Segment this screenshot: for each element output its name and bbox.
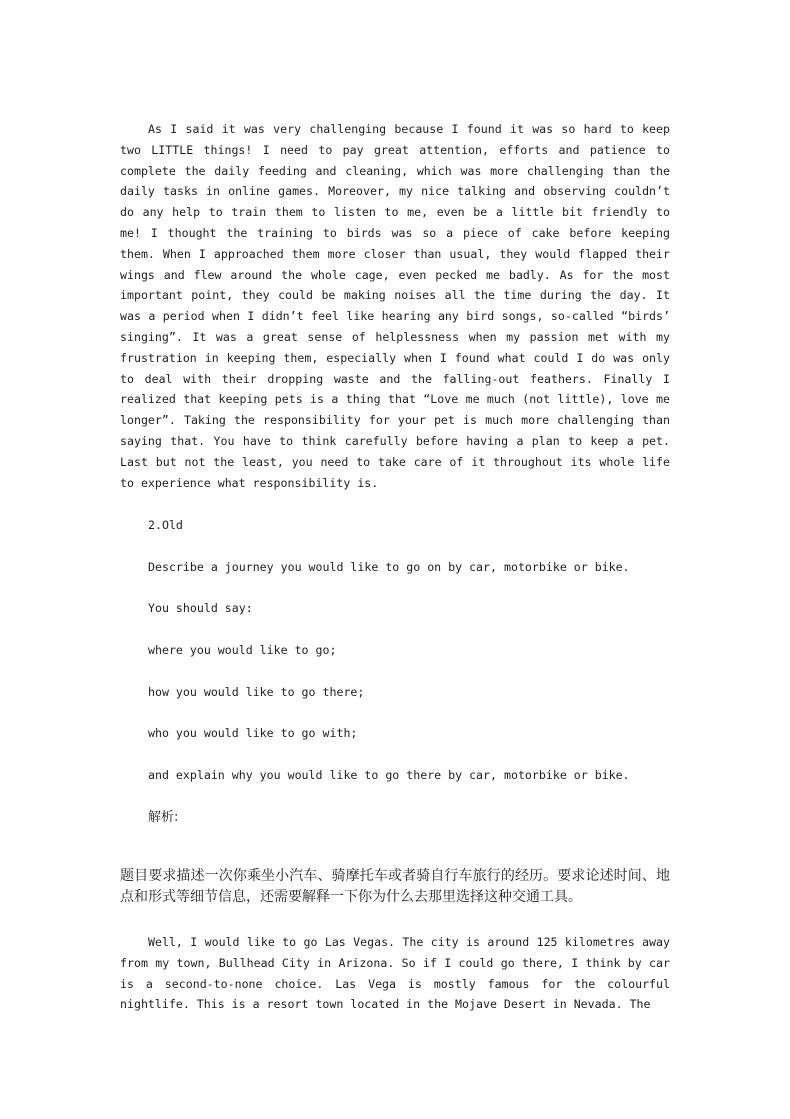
you-should-say-label: You should say: <box>148 601 253 615</box>
answer-paragraph <box>120 119 670 493</box>
analysis-label: 解析: <box>148 810 179 825</box>
question-prompt: Describe a journey you would like to go on by car, motorbike or bike. <box>148 560 630 574</box>
sample-answer-paragraph <box>120 932 670 1015</box>
analysis-text: 题目要求描述一次你乘坐小汽车、骑摩托车或者骑自行车旅行的经历。要求论述时间、地点和形式等细节信息，还需要解释一下你为什么去那里选择这种交通工具。 <box>120 868 670 905</box>
cue-item: and explain why you would like to go there by car, motorbike or bike. <box>148 768 630 782</box>
paragraph-text: Well, I would like to go Las Vegas. The city is around 125 kilometres away from my town, Bullhead City in Arizona. So if I could go there, I think by car is a second-to-none choice. Las Vega is mostly famous for the colourful nightlife. This is a resort town located in the Mojave Desert in Nevada. The <box>120 935 670 1012</box>
cue-item: who you would like to go with; <box>148 726 358 740</box>
section-heading: 2.Old <box>148 518 183 532</box>
paragraph-text: As I said it was very challenging because I found it was so hard to keep two LITTLE things! I need to pay great attention, efforts and patience to complete the daily feeding and cleaning, which was more challenging than the daily tasks in online games. Moreover, my nice talking and observing couldn’t do any help to train them to listen to me, even be a little bit friendly to me! I thought the training to birds was so a piece of cake before keeping them. When I approached them more closer than usual, they would flapped their wings and flew around the whole cage, even pecked me badly. As for the most important point, they could be making noises all the time during the day. It was a period when I didn’t feel like hearing any bird songs, so-called “birds’ singing”. It was a great sense of helplessness when my passion met with my frustration in keeping them, especially when I found what could I do was only to deal with their dropping waste and the falling-out feathers. Finally I realized that keeping pets is a thing that “Love me much (not little), love me longer”. Taking the responsibility for your pet is much more challenging than saying that. You have to think carefully before having a plan to keep a pet. Last but not the least, you need to take care of it throughout its whole life to experience what responsibility is. <box>120 122 670 490</box>
cue-item: where you would like to go; <box>148 643 337 657</box>
cue-item: how you would like to go there; <box>148 685 365 699</box>
